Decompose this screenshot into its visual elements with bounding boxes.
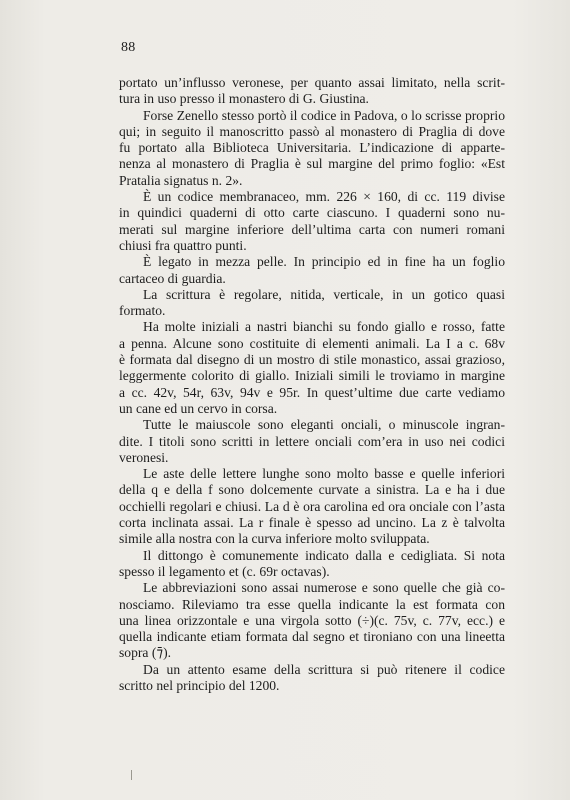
paragraph — [119, 189, 505, 254]
text-line: portato un’influsso veronese, per quanto assai limitato, nella scrit- — [119, 75, 505, 90]
text-line: a cc. 42v, 54r, 63v, 94v e 95r. In quest’ultime due carte vediamo — [119, 384, 505, 400]
text-line: in quindici quaderni di otto carte ciascuno. I quaderni sono nu- — [119, 205, 505, 221]
paragraph — [119, 319, 505, 417]
text-line: della q e della f sono dolcemente curvate a sinistra. La e ha i due — [119, 482, 505, 498]
text-line: Forse Zenello stesso portò il codice in Padova, o lo scrisse proprio — [143, 107, 505, 123]
paragraph — [119, 662, 505, 695]
text-line: formato. — [119, 303, 166, 319]
paragraph — [119, 254, 505, 287]
text-line: È un codice membranaceo, mm. 226 × 160, di cc. 119 divise — [143, 189, 505, 205]
text-line: è formata dal disegno di un mostro di stile monastico, assai grazioso, — [119, 352, 505, 368]
text-line: simile alla nostra con la curva inferiore molto sviluppata. — [119, 531, 430, 547]
text-line: Da un attento esame della scrittura si può ritenere il codice — [143, 661, 505, 677]
paragraph — [119, 287, 505, 320]
text-line: quella indicante etiam formata dal segno et tironiano con una lineetta — [119, 629, 505, 645]
page-edge-mark — [131, 770, 132, 780]
text-line: veronesi. — [119, 449, 169, 465]
text-line: corta inclinata assai. La r finale è spesso ad uncino. La z è talvolta — [119, 515, 505, 531]
text-line: Tutte le maiuscole sono eleganti onciali, o minuscole ingran- — [143, 417, 505, 433]
text-line: a penna. Alcune sono costituite di elementi animali. La I a c. 68v — [119, 335, 505, 351]
text-line: È legato in mezza pelle. In principio ed in fine ha un foglio — [143, 254, 505, 270]
paragraph — [119, 108, 505, 189]
text-line: cartaceo di guardia. — [119, 270, 226, 286]
text-line: Ha molte iniziali a nastri bianchi su fondo giallo e rosso, fatte — [143, 319, 505, 335]
body-text — [119, 75, 505, 694]
paragraph — [119, 75, 505, 108]
text-line: tura in uso presso il monastero di G. Giustina. — [119, 91, 369, 107]
paragraph — [119, 580, 505, 661]
text-line: merati sul margine inferiore dell’ultima carta con numeri romani — [119, 221, 505, 237]
paragraph — [119, 548, 505, 581]
text-line: sopra (⁊̄). — [119, 645, 172, 661]
text-line: un cane ed un cervo in corsa. — [119, 400, 278, 416]
text-line: spesso il legamento et (c. 69r octavas). — [119, 563, 330, 579]
text-line: Pratalia signatus n. 2». — [119, 172, 243, 188]
text-line: nenza al monastero di Praglia è sul margine del primo foglio: «Est — [119, 156, 505, 172]
text-line: fu portato alla Biblioteca Universitaria. L’indicazione di apparte- — [119, 140, 505, 156]
paragraph — [119, 466, 505, 547]
text-line: una linea orizzontale e una virgola sotto (÷)(c. 75v, c. 77v, ecc.) e — [119, 612, 505, 628]
page-number: 88 — [121, 40, 136, 55]
text-line: nosciamo. Rileviamo tra esse quella indicante la est formata con — [119, 596, 505, 612]
paragraph — [119, 417, 505, 466]
text-line: La scrittura è regolare, nitida, verticale, in un gotico quasi — [143, 286, 505, 302]
text-line: leggermente colorito di giallo. Iniziali simili le troviamo in margine — [119, 368, 505, 384]
text-line: chiusi fra quattro punti. — [119, 237, 247, 253]
text-line: Il dittongo è comunemente indicato dalla e cedigliata. Si nota — [143, 547, 505, 563]
text-line: dite. I titoli sono scritti in lettere onciali com’era in uso nei codici — [119, 433, 505, 449]
text-line: scritto nel principio del 1200. — [119, 677, 280, 693]
text-line: Le aste delle lettere lunghe sono molto basse e quelle inferiori — [143, 466, 505, 482]
text-line: occhielli regolari e chiusi. La d è ora carolina ed ora onciale con l’asta — [119, 498, 505, 514]
text-line: Le abbreviazioni sono assai numerose e sono quelle che già co- — [143, 580, 505, 596]
text-line: qui; in seguito il manoscritto passò al monastero di Praglia di dove — [119, 123, 505, 139]
